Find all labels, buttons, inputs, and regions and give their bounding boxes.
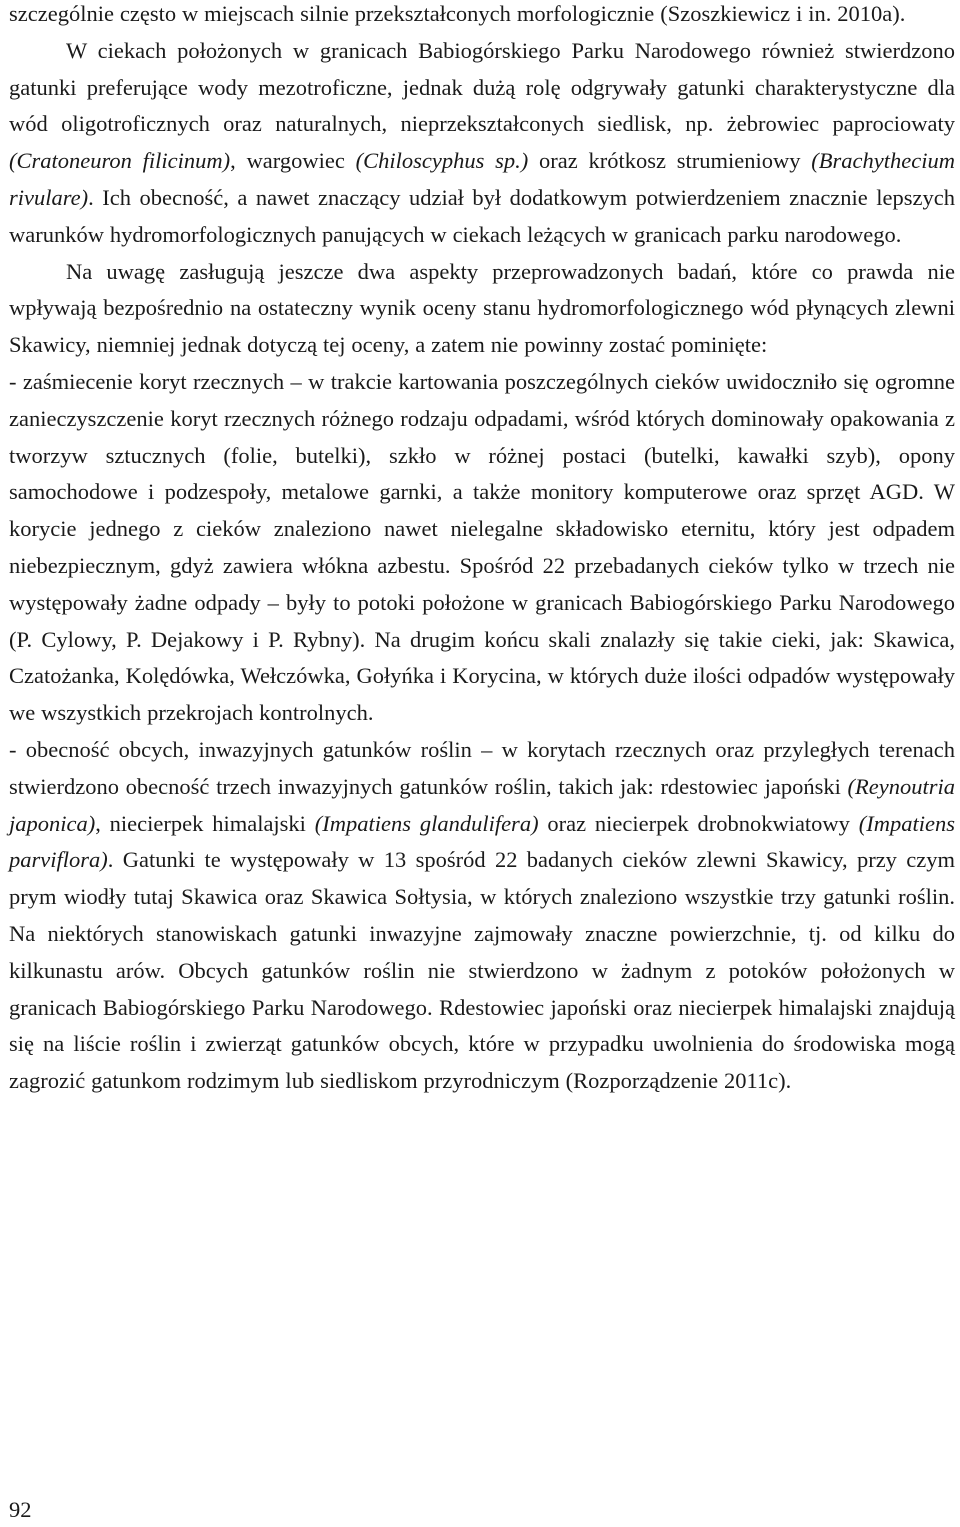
paragraph — [9, 0, 955, 33]
text-segment: oraz krótkosz strumieniowy — [528, 148, 812, 174]
text-segment: . Ich obecność, a nawet znaczący udział był dodatkowym potwierdzeniem znacznie lepszych warunków hydromorfologicznych panujących w ciekach leżących w granicach parku narodowego. — [9, 184, 955, 247]
species-name-italic: (Cratoneuron filicinum) — [9, 148, 231, 174]
page-number: 92 — [9, 1497, 32, 1522]
text-segment: . Gatunki te występowały w 13 spośród 22 badanych cieków zlewni Skawicy, przy czym prym wiodły tutaj Skawica oraz Skawica Sołtysia, w których znaleziono wszystkie trzy gatunki roślin. Na niektórych stanowiskach gatunki inwazyjne zajmowały znaczne powierzchnie, tj. od kilku do kilkunastu arów. Obcych gatunków roślin nie stwierdzono w żadnym z potoków położonych w granicach Babiogórskiego Parku Narodowego. Rdestowiec japoński oraz niecierpek himalajski znajdują się na liście roślin i zwierząt gatunków obcych, które w przypadku uwolnienia do środowiska mogą zagrozić gatunkom rodzimym lub siedliskom przyrodniczym (Rozporządzenie 2011c). — [9, 847, 955, 1094]
paragraph — [9, 732, 955, 1100]
text-segment: oraz niecierpek drobnokwiatowy — [538, 810, 859, 836]
species-name-italic: (Brachythecium rivulare) — [9, 148, 955, 210]
species-name-italic: (Impatiens glandulifera) — [314, 810, 539, 836]
document-page — [9, 0, 955, 1100]
text-segment: szczególnie często w miejscach silnie przekształconych morfologicznie (Szoszkiewicz i in. 2010a). — [9, 1, 906, 26]
text-segment: W ciekach położonych w granicach Babiogórskiego Parku Narodowego również stwierdzono gatunki preferujące wody mezotroficzne, jednak dużą rolę odgrywały gatunki charakterystyczne dla wód oligotroficznych oraz naturalnych, nieprzekształconych siedlisk, np. żebrowiec paprociowaty — [9, 37, 955, 137]
text-segment: , niecierpek himalajski — [95, 810, 315, 836]
species-name-italic: (Chiloscyphus sp.) — [355, 148, 529, 174]
text-segment: - obecność obcych, inwazyjnych gatunków roślin – w korytach rzecznych oraz przyległych terenach stwierdzono obecność trzech inwazyjnych gatunków roślin, takich jak: rdestowiec japoński — [9, 736, 955, 799]
text-segment: Na uwagę zasługują jeszcze dwa aspekty przeprowadzonych badań, które co prawda nie wpływają bezpośrednio na ostateczny wynik oceny stanu hydromorfologicznego wód płynących zlewni Skawicy, niemniej jednak dotyczą tej oceny, a zatem nie powinny zostać pominięte: — [9, 258, 955, 358]
paragraph — [9, 33, 955, 254]
species-name-italic: (Impatiens parviflora) — [9, 810, 955, 873]
paragraph — [9, 254, 955, 364]
species-name-italic: (Reynoutria japonica) — [9, 773, 955, 836]
paragraph — [9, 364, 955, 732]
text-segment: - zaśmiecenie koryt rzecznych – w trakcie kartowania poszczególnych cieków uwidoczniło się ogromne zanieczyszczenie koryt rzecznych różnego rodzaju odpadami, wśród których dominowały opakowania z tworzyw sztucznych (folie, butelki), szkło w różnej postaci (butelki, kawałki szyb), opony samochodowe i podzespoły, metalowe garnki, a także monitory komputerowe oraz sprzęt AGD. W korycie jednego z cieków znaleziono nawet nielegalne składowisko eternitu, który jest odpadem niebezpiecznym, gdyż zawiera włókna azbestu. Spośród 22 przebadanych cieków tylko w trzech nie występowały żadne odpady – były to potoki położone w granicach Babiogórskiego Parku Narodowego (P. Cylowy, P. Dejakowy i P. Rybny). Na drugim końcu skali znalazły się takie cieki, jak: Skawica, Czatożanka, Kolędówka, Wełczówka, Gołyńka i Korycina, w których duże ilości odpadów występowały we wszystkich przekrojach kontrolnych. — [9, 368, 955, 726]
text-segment: , wargowiec — [230, 148, 356, 174]
